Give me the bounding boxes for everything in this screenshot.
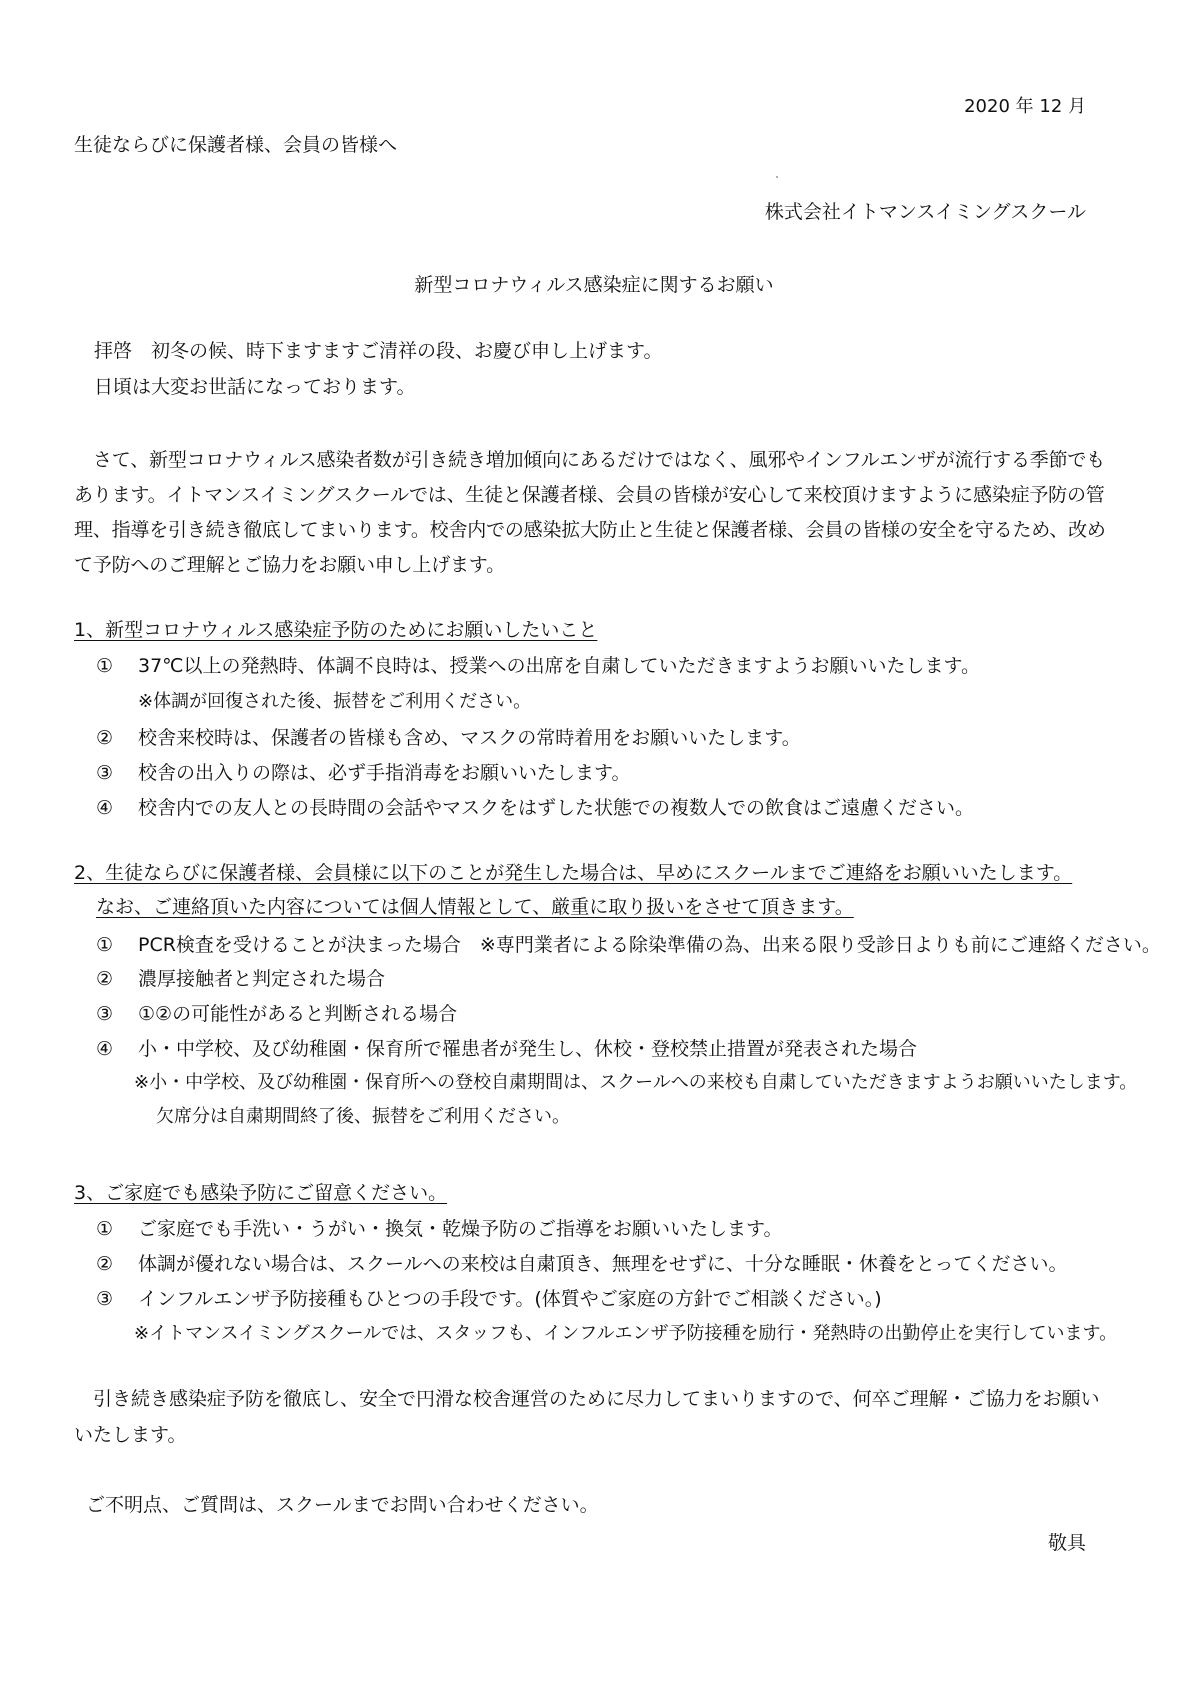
scan-speck	[776, 176, 778, 178]
section-3-note: ※イトマンスイミングスクールでは、スタッフも、インフルエンザ予防接種を励行・発熱時の出勤停止を実行しています。	[134, 1323, 1118, 1344]
letter-date: 2020 年 12 月	[964, 96, 1086, 117]
section-3-heading: 3、ご家庭でも感染予防にご留意ください。	[74, 1182, 448, 1204]
item-text: 校舎来校時は、保護者の皆様も含め、マスクの常時着用をお願いいたします。	[138, 727, 801, 749]
inquiry-line: ご不明点、ご質問は、スクールまでお問い合わせください。	[86, 1494, 599, 1516]
greeting-line-2: 日頃は大変お世話になっております。	[94, 376, 416, 398]
item-text: インフルエンザ予防接種もひとつの手段です。(体質やご家庭の方針でご相談ください。)	[138, 1288, 882, 1310]
section-1-item-1	[96, 657, 980, 676]
section-1-heading: 1、新型コロナウィルス感染症予防のためにお願いしたいこと	[74, 619, 598, 641]
item-number: ②	[96, 968, 114, 990]
section-2-item-1	[96, 936, 1161, 955]
section-2-item-4	[96, 1040, 917, 1059]
recipient-line: 生徒ならびに保護者様、会員の皆様へ	[74, 134, 398, 156]
section-1-item-2	[96, 729, 801, 748]
section-2-item-3	[96, 1005, 457, 1024]
section-2-heading: 2、生徒ならびに保護者様、会員様に以下のことが発生した場合は、早めにスクールまでご連絡をお願いいたします。	[74, 862, 1073, 884]
section-1-note: ※体調が回復された後、振替をご利用ください。	[138, 691, 532, 712]
section-2-subheading: なお、ご連絡頂いた内容については個人情報として、厳重に取り扱いをさせて頂きます。	[96, 896, 854, 918]
closing-paragraph: 引き続き感染症予防を徹底し、安全で円滑な校舎運営のために尽力してまいりますので、何卒ご理解・ご協力をお願いいたします。	[74, 1388, 1100, 1446]
item-number: ②	[96, 727, 114, 749]
item-number: ①	[96, 1218, 114, 1240]
item-number: ③	[96, 1288, 114, 1310]
item-text: 濃厚接触者と判定された場合	[138, 968, 386, 990]
item-number: ④	[96, 1038, 114, 1060]
section-2-item-2	[96, 970, 385, 989]
section-2-note-line-2: 欠席分は自粛期間終了後、振替をご利用ください。	[156, 1106, 570, 1127]
item-text: 小・中学校、及び幼稚園・保育所で罹患者が発生し、休校・登校禁止措置が発表された場合	[138, 1038, 918, 1060]
letter-title: 新型コロナウィルス感染症に関するお願い	[414, 274, 774, 296]
greeting-line-1: 拝啓 初冬の候、時下ますますご清祥の段、お慶び申し上げます。	[94, 340, 663, 362]
item-text: PCR検査を受けることが決まった場合 ※専門業者による除染準備の為、出来る限り受診日よりも前にご連絡ください。	[138, 934, 1161, 956]
item-number: ②	[96, 1253, 114, 1275]
item-number: ①	[96, 655, 114, 677]
section-3-item-1	[96, 1220, 782, 1239]
item-text: 校舎内での友人との長時間の会話やマスクをはずした状態での複数人での飲食はご遠慮ください。	[138, 797, 975, 819]
section-3-item-2	[96, 1255, 1067, 1274]
intro-paragraph: さて、新型コロナウィルス感染者数が引き続き増加傾向にあるだけではなく、風邪やインフルエンザが流行する季節でもあります。イトマンスイミングスクールでは、生徒と保護者様、会員の皆様が安心して来校頂けますように感染症予防の管理、指導を引き続き徹底してまいります。校舎内での感染拡大防止と生徒と保護者様、会員の皆様の安全を守るため、改めて予防へのご理解とご協力をお願い申し上げます。	[74, 449, 1106, 576]
section-3-item-3	[96, 1290, 882, 1309]
sign-off: 敬具	[1047, 1532, 1086, 1554]
item-text: ご家庭でも手洗い・うがい・換気・乾燥予防のご指導をお願いいたします。	[138, 1218, 783, 1240]
item-number: ③	[96, 762, 114, 784]
item-text: 37℃以上の発熱時、体調不良時は、授業への出席を自粛していただきますようお願いいたします。	[138, 655, 980, 677]
item-number: ④	[96, 797, 114, 819]
section-2-note-line-1: ※小・中学校、及び幼稚園・保育所への登校自粛期間は、スクールへの来校も自粛していただきますようお願いいたします。	[134, 1072, 1138, 1093]
section-1-item-3	[96, 764, 630, 783]
sender-company: 株式会社イトマンスイミングスクール	[764, 201, 1086, 223]
item-number: ③	[96, 1003, 114, 1025]
item-number: ①	[96, 934, 114, 956]
item-text: 体調が優れない場合は、スクールへの来校は自粛頂き、無理をせずに、十分な睡眠・休養をとってください。	[138, 1253, 1068, 1275]
item-text: ①②の可能性があると判断される場合	[138, 1003, 458, 1025]
section-1-item-4	[96, 799, 974, 818]
item-text: 校舎の出入りの際は、必ず手指消毒をお願いいたします。	[138, 762, 631, 784]
